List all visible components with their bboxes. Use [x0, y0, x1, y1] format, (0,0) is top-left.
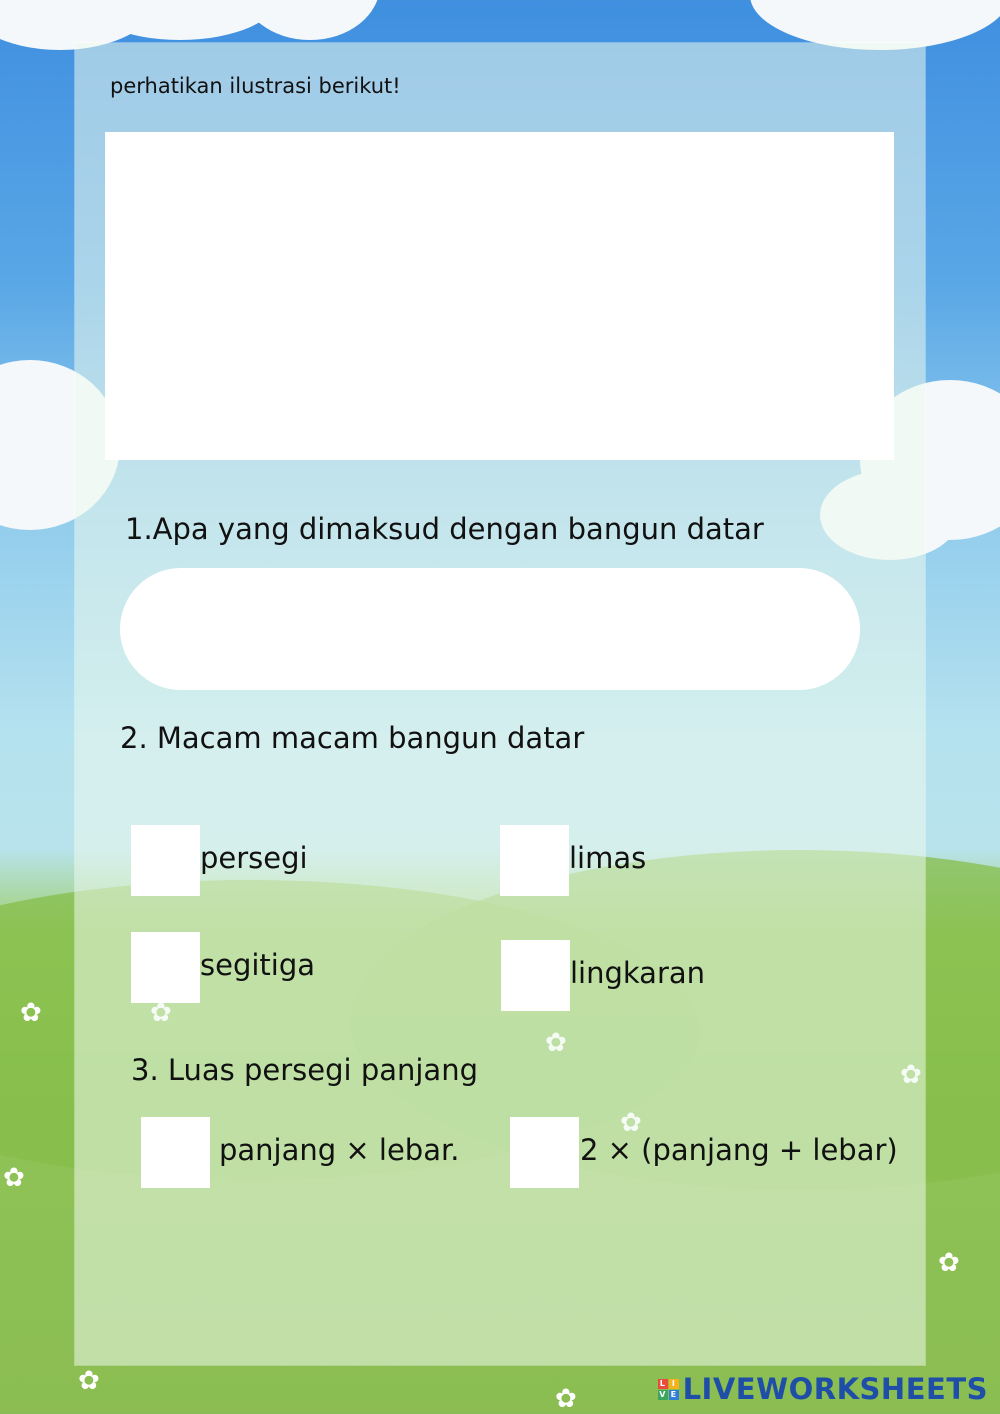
illustration-area	[105, 132, 894, 460]
checkbox-lingkaran[interactable]	[501, 940, 570, 1011]
option-persegi: persegi	[200, 841, 308, 875]
question-1-answer-field[interactable]	[120, 568, 860, 690]
option-lingkaran: lingkaran	[570, 956, 706, 990]
checkbox-panjang-kali-lebar[interactable]	[141, 1117, 210, 1188]
checkbox-persegi[interactable]	[131, 825, 200, 896]
liveworksheets-logo-icon: L I V E	[658, 1379, 679, 1400]
liveworksheets-brand	[658, 1372, 988, 1406]
question-2-label: 2. Macam macam bangun datar	[120, 721, 585, 755]
option-segitiga: segitiga	[200, 948, 316, 982]
flower-icon: ✿	[938, 1248, 960, 1278]
checkbox-keliling-formula[interactable]	[510, 1117, 579, 1188]
cloud-top-mid	[240, 0, 380, 40]
question-1-label: 1.Apa yang dimaksud dengan bangun datar	[125, 512, 764, 546]
checkbox-segitiga[interactable]	[131, 932, 200, 1003]
option-keliling-formula: 2 × (panjang + lebar)	[580, 1133, 898, 1167]
option-limas: limas	[569, 841, 647, 875]
checkbox-limas[interactable]	[500, 825, 569, 896]
option-panjang-kali-lebar: panjang × lebar.	[219, 1133, 460, 1167]
flower-icon: ✿	[555, 1384, 577, 1414]
flower-icon: ✿	[78, 1366, 100, 1396]
flower-icon: ✿	[3, 1163, 25, 1193]
brand-name: LIVEWORKSHEETS	[682, 1372, 988, 1406]
flower-icon: ✿	[20, 998, 42, 1028]
question-3-label: 3. Luas persegi panjang	[131, 1053, 478, 1087]
instruction-text: perhatikan ilustrasi berikut!	[110, 74, 401, 98]
